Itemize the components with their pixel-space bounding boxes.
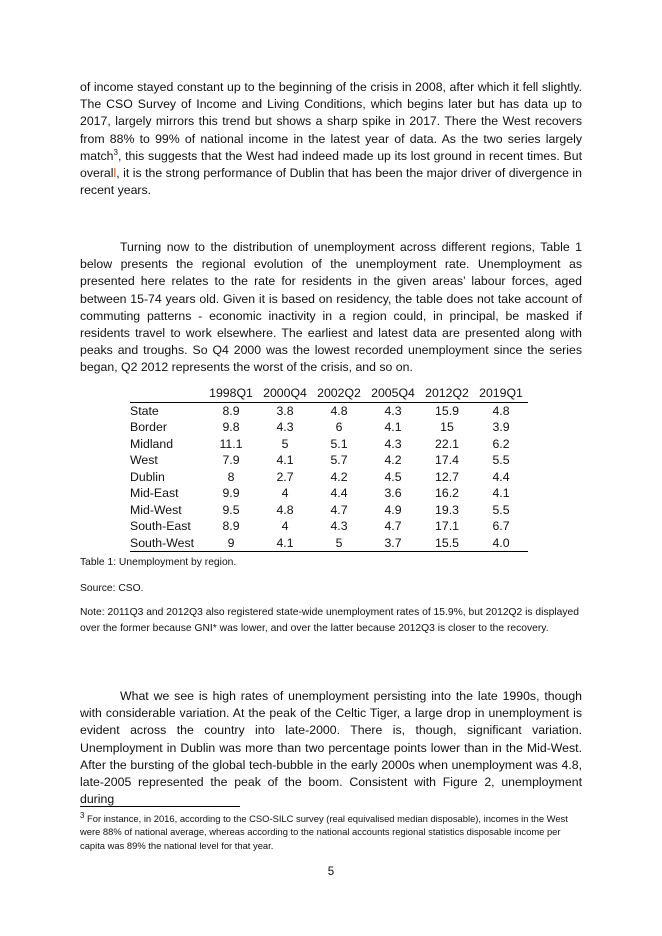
table-cell: 4.1: [384, 420, 402, 434]
table-cell: 4: [281, 519, 289, 533]
table-cell: 4.1: [492, 486, 510, 500]
para1-text-a: of income stayed constant up to the beginning of the crisis in 2008, after which it fell slightly. The CSO Survey of Income and Living Conditions, which begins later but has data up to 2017, largely mirrors this trend but shows a sharp spike in 2017. There the West recovers from 88% to 99% of national income in the latest year of data. As the two series largely match: [80, 80, 582, 163]
table-cell: 15.5: [420, 535, 474, 552]
table-row: [130, 419, 528, 436]
table-row: [130, 469, 528, 486]
footnote-text: For instance, in 2016, according to the CSO-SILC survey (real equivalised median disposable), incomes in the West were 88% of national average, whereas according to the national accounts regional statistics disposable income per capita was 89% the national level for that year.: [80, 813, 568, 851]
table-cell: 4.9: [384, 502, 402, 517]
table-row-label: Mid-West: [130, 502, 182, 517]
table-cell: 4.3: [384, 403, 402, 418]
table-cell: 9.9: [222, 486, 240, 500]
table-cell: 9: [204, 535, 258, 552]
table-header-cell: 2000Q4: [258, 385, 312, 402]
table-cell: 5.1: [330, 436, 348, 451]
table-row: [130, 485, 528, 502]
table-cell: 9.5: [222, 502, 240, 517]
table-cell: 6.7: [492, 519, 510, 533]
table-cell: 4.5: [384, 469, 402, 484]
table-cell: 16.2: [435, 486, 459, 500]
paragraph-unemployment-intro: Turning now to the distribution of unemployment across different regions, Table 1 below presents the regional evolution of the unemployment rate. Unemployment as presented here relates to the rate for residents in the given areas’ labour forces, aged between 15-74 years old. Given it is based on residency, the table does not take account of commuting patterns - economic inactivity in a region could, in principal, be masked if residents travel to work elsewhere. The earliest and latest data are presented along with peaks and troughs. So Q4 2000 was the lowest recorded unemployment since the series began, Q2 2012 represents the worst of the crisis, and so on.: [80, 240, 582, 375]
para1-text-highlight: l: [113, 166, 117, 181]
table-cell: 5.5: [492, 453, 510, 467]
table-cell: 8.9: [222, 519, 240, 533]
table-cell: 4.7: [384, 519, 402, 533]
table-header-cell: 2012Q2: [420, 385, 474, 402]
paragraph-income-trend: [80, 79, 582, 199]
table-row-label: Mid-East: [130, 486, 179, 500]
table-cell: 15.9: [435, 403, 459, 418]
table-cell: 3.7: [366, 535, 420, 552]
table-row: [130, 502, 528, 519]
table-cell: 4.3: [330, 519, 348, 533]
para1-text-b: , this suggests that the West had indeed made up its lost ground in recent times. But overal: [80, 148, 582, 181]
table-cell: 4.7: [330, 502, 348, 517]
table-row-label: Midland: [130, 436, 174, 451]
table-note: Note: 2011Q3 and 2012Q3 also registered state-wide unemployment rates of 15.9%, but 2012Q2 is displayed over the former because GNI* was lower, and over the latter because 2012Q3 is closer to the recovery.: [80, 607, 579, 634]
table-cell: 4.1: [276, 453, 294, 467]
table-cell: 22.1: [435, 436, 459, 451]
table-row: [130, 535, 528, 552]
table-cell: 11.1: [219, 436, 243, 451]
table-cell: 8.9: [222, 403, 240, 418]
table-cell: 4.3: [276, 420, 294, 434]
table-cell: 2.7: [276, 469, 294, 484]
table-cell: 4.1: [258, 535, 312, 552]
table-row-label: West: [130, 453, 158, 467]
table-cell: 5.7: [330, 453, 348, 467]
table-header-cell: 1998Q1: [204, 385, 258, 402]
table-caption: Table 1: Unemployment by region.: [80, 557, 237, 568]
unemployment-table: [130, 385, 528, 552]
table-row-label: South-East: [130, 519, 191, 533]
table-cell: 4.8: [276, 502, 294, 517]
table-cell: 3.8: [276, 403, 294, 418]
table-row: [130, 436, 528, 453]
table-header-cell: 2002Q2: [312, 385, 366, 402]
table-cell: 4.4: [492, 469, 510, 484]
table-cell: 5: [281, 436, 289, 451]
footnote-mark: 3: [80, 810, 85, 820]
table-row-label: Border: [130, 420, 167, 434]
table-cell: 4.8: [492, 403, 510, 418]
footnote-divider: [80, 806, 240, 807]
table-row: [130, 452, 528, 469]
table-cell: 4.0: [474, 535, 528, 552]
table-cell: 4.3: [384, 436, 402, 451]
table-cell: 19.3: [435, 502, 459, 517]
table-cell: 6: [335, 420, 343, 434]
table-cell: 4.4: [330, 486, 348, 500]
table-header-cell: 2019Q1: [474, 385, 528, 402]
table-cell: 4: [281, 486, 289, 500]
table-source: Source: CSO.: [80, 583, 144, 594]
table-row: [130, 402, 528, 419]
table-header-cell: [130, 385, 204, 402]
table-cell: 3.9: [492, 420, 510, 434]
table-cell: 5.5: [492, 502, 510, 517]
table-row-label: Dublin: [130, 469, 165, 484]
table-cell: 15: [440, 420, 454, 434]
table-cell: 6.2: [492, 436, 510, 451]
paragraph-unemployment-discussion: What we see is high rates of unemployment persisting into the late 1990s, though with considerable variation. At the peak of the Celtic Tiger, a large drop in unemployment is evident across the country into late-2000. There is, though, significant variation. Unemployment in Dublin was more than two percentage points lower than in the Mid-West. After the bursting of the global tech-bubble in the early 2000s when unemployment was 4.8, late-2005 represented the peak of the boom. Consistent with Figure 2, unemployment during: [80, 689, 582, 807]
table-row: [130, 518, 528, 535]
table-row-label: South-West: [130, 535, 204, 552]
page-number: 5: [327, 866, 335, 878]
table-cell: 17.1: [435, 519, 459, 533]
table-cell: 17.4: [435, 453, 459, 467]
table-cell: 4.2: [384, 453, 402, 467]
footnote-3: [80, 812, 582, 852]
footnote-ref-3[interactable]: 3: [113, 147, 118, 157]
table-cell: 3.6: [384, 486, 402, 500]
table-cell: 4.2: [330, 469, 348, 484]
table-cell: 4.8: [330, 403, 348, 418]
para1-text-d: , it is the strong performance of Dublin that has been the major driver of divergence in recent years.: [80, 166, 582, 198]
table-header-cell: 2005Q4: [366, 385, 420, 402]
table-cell: 9.8: [222, 420, 240, 434]
table-cell: 7.9: [222, 453, 240, 467]
table-cell: 8: [227, 469, 235, 484]
table-header-row: [130, 385, 528, 402]
table-cell: 5: [312, 535, 366, 552]
table-row-label: State: [130, 403, 159, 418]
table-cell: 12.7: [435, 469, 459, 484]
